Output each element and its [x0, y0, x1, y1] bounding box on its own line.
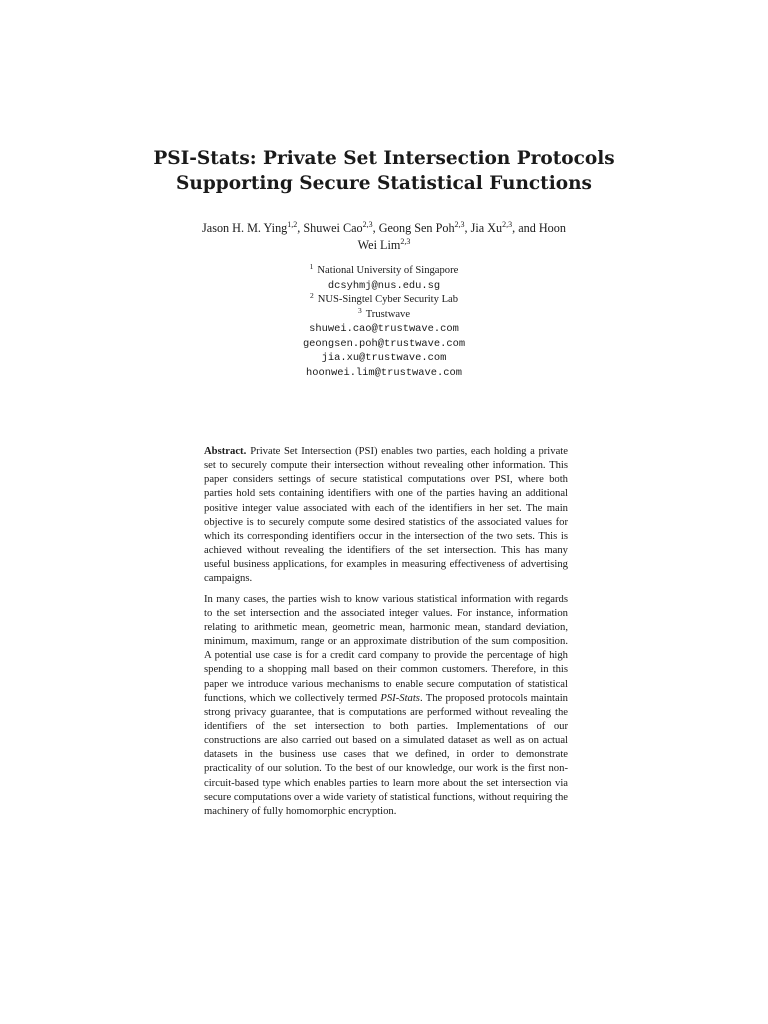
- paper-title: [0, 146, 768, 196]
- affiliation: $^2$ NUS-Singtel Cyber Security Lab: [309, 291, 459, 305]
- author-affiliation-marker: 2,3: [400, 237, 411, 246]
- abstract-label: Abstract.: [204, 446, 247, 457]
- author-name: Shuwei Cao: [303, 221, 363, 235]
- abstract: [204, 445, 568, 819]
- abstract-paragraph-1: Abstract. Private Set Intersection (PSI) enables two parties, each holding a private set to securely compute their intersection without revealing other information. This paper considers settings of secure statistical computations over PSI, where both parties hold sets containing identifiers with one of the parties having an additional positive integer value associated with each of the identifiers in her set. The main objective is to securely compute some desired statistics of the associated values for which its corresponding identifiers occur in the intersection of the two sets. This is achieved without revealing the identifiers of the set intersection. This has many useful business applications, for examples in measuring effectiveness of advertising campaigns.: [204, 446, 568, 585]
- author-name: Jason H. M. Ying: [202, 221, 288, 235]
- affiliation-marker: 2: [309, 291, 314, 300]
- author-line-1: Jason H. M. Ying$^{1,2}$, Shuwei Cao$^{2,3}$, Geong Sen Poh$^{2,3}$, Jia Xu$^{2,3}$, and Hoon: [202, 220, 566, 235]
- title-line-2: Supporting Secure Statistical Functions: [176, 173, 592, 194]
- author-affiliation-marker: 2,3: [362, 220, 373, 229]
- author-name: Jia Xu: [470, 221, 503, 235]
- author-email: dcsyhmj@nus.edu.sg: [327, 279, 441, 292]
- affiliation: $^3$ Trustwave: [357, 305, 411, 320]
- title-line-1: PSI-Stats: Private Set Intersection Protocols: [153, 148, 615, 169]
- affiliation: $^1$ National University of Singapore: [309, 262, 459, 276]
- author-list: [0, 220, 768, 254]
- author-email: jia.xu@trustwave.com: [321, 352, 447, 364]
- author-name-partial: and Hoon: [518, 221, 566, 235]
- author-affiliation-marker: 2,3: [502, 220, 513, 229]
- psi-stats-term: PSI-Stats: [380, 692, 420, 704]
- author-affiliation-marker: 1,2: [287, 220, 298, 229]
- affiliation-marker: 1: [309, 262, 314, 271]
- author-affiliation-marker: 2,3: [454, 220, 465, 229]
- abstract-paragraph-2: In many cases, the parties wish to know various statistical information with regards to the set intersection and the associated integer values. For instance, information relating to arithmetic mean, geometric mean, harmonic mean, standard deviation, minimum, maximum, range or an approximate distribution of the sum composition. A potential use case is for a credit card company to provide the percentage of high spending to a shopping mall based on their common customers. Therefore, in this paper we introduce various mechanisms to enable secure computation of statistical functions, which we collectively termed PSI-Stats. The proposed protocols maintain strong privacy guarantee, that is computations are performed without revealing the identifiers of the set intersection to both parties. Implementations of our constructions are also carried out based on a simulated dataset as well as on actual datasets in the business use cases that we defined, in order to demonstrate practicality of our solution. To the best of our knowledge, our work is the first non-circuit-based type which enables parties to learn more about the set intersection via secure computations over a wide variety of statistical functions, without requiring the machinery of fully homomorphic encryption.: [204, 593, 568, 817]
- author-email: geongsen.poh@trustwave.com: [302, 337, 466, 350]
- affiliations: [0, 264, 768, 380]
- author-line-2: [0, 237, 768, 254]
- author-name: Geong Sen Poh: [378, 221, 455, 235]
- affiliation-marker: 3: [357, 305, 362, 315]
- author-email: shuwei.cao@trustwave.com: [309, 323, 459, 335]
- author-name: Wei Lim: [357, 238, 401, 252]
- author-email: hoonwei.lim@trustwave.com: [306, 366, 462, 379]
